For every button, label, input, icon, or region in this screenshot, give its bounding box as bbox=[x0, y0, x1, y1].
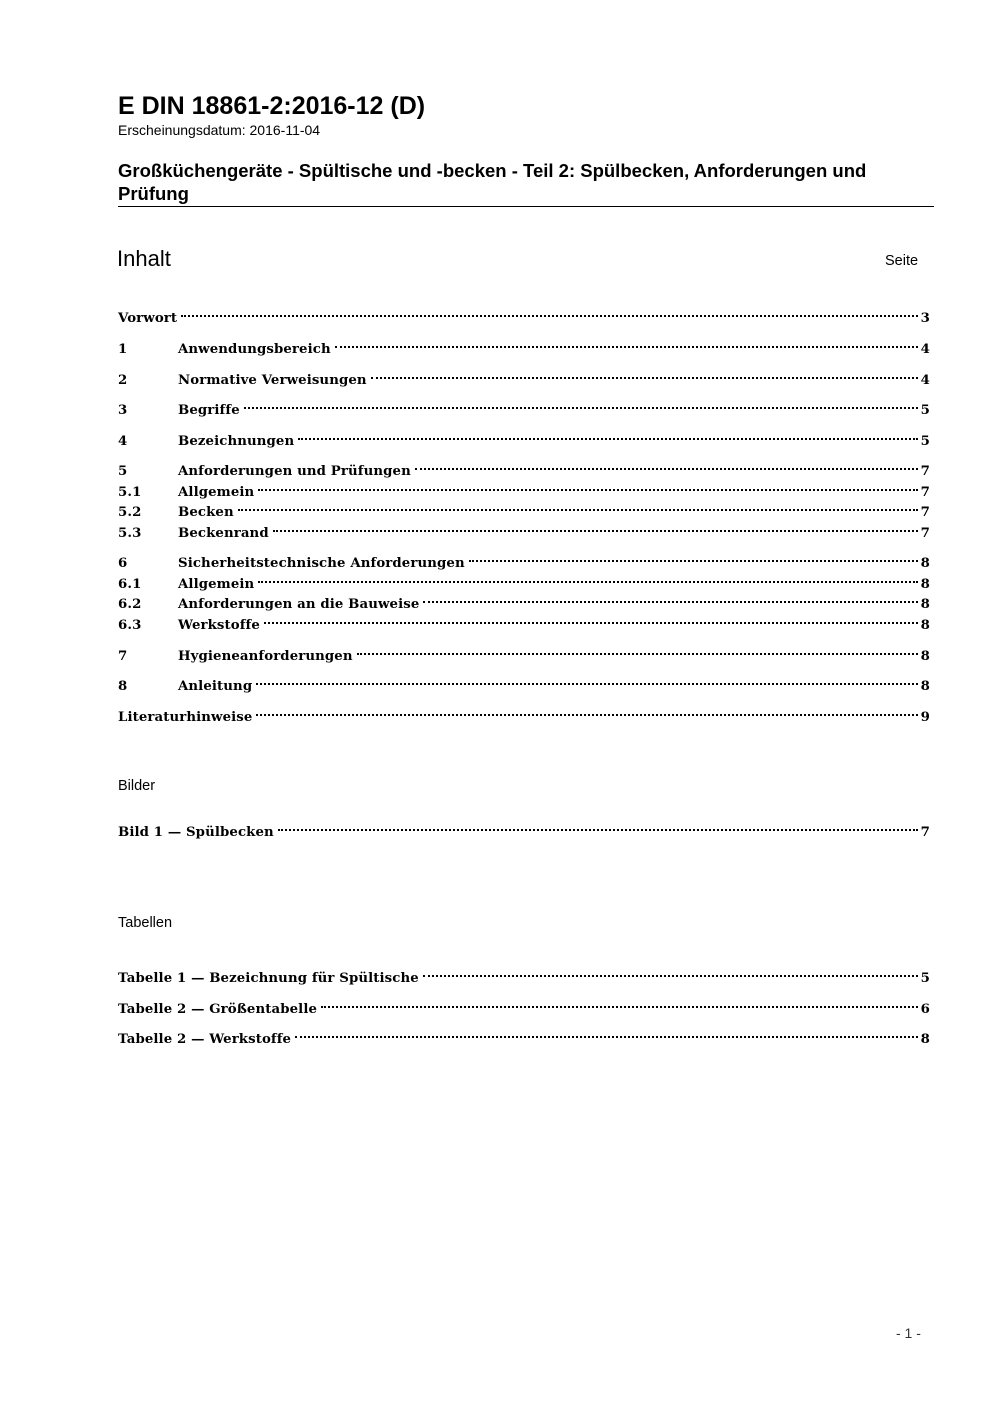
table-entry-3[interactable] bbox=[118, 1023, 930, 1047]
toc-entry-page: 7 bbox=[920, 526, 930, 541]
toc-entry-number: 8 bbox=[118, 679, 128, 694]
dot-leader bbox=[255, 476, 919, 496]
toc-entry-5[interactable] bbox=[118, 455, 930, 479]
toc-entry-page: 3 bbox=[920, 311, 930, 326]
toc-page-column-label: Seite bbox=[885, 253, 919, 269]
toc-entry-title: Hygieneanforderungen bbox=[178, 649, 353, 664]
toc-entry-number: 6 bbox=[118, 556, 128, 571]
toc-entry-page: 7 bbox=[920, 505, 930, 520]
toc-entry-page: 5 bbox=[920, 434, 930, 449]
toc-entry-number: 6.1 bbox=[118, 577, 142, 592]
toc-entry-5-3[interactable] bbox=[118, 517, 930, 541]
dot-leader bbox=[253, 701, 919, 721]
figure-entry-title: Bild 1 — Spülbecken bbox=[118, 825, 274, 840]
publication-date: Erscheinungsdatum: 2016-11-04 bbox=[118, 122, 321, 138]
toc-entry-3[interactable] bbox=[118, 394, 930, 418]
toc-entry-page: 9 bbox=[920, 710, 930, 725]
dot-leader bbox=[318, 993, 920, 1013]
toc-entry-number: 6.3 bbox=[118, 618, 142, 633]
dot-leader bbox=[235, 496, 920, 516]
toc-entry-page: 8 bbox=[920, 618, 930, 633]
table-entry-title: Tabelle 2 — Größentabelle bbox=[118, 1002, 318, 1017]
toc-heading: Inhalt bbox=[117, 246, 171, 271]
dot-leader bbox=[466, 547, 920, 567]
toc-entry-5-2[interactable] bbox=[118, 496, 930, 520]
toc-entry-2[interactable] bbox=[118, 364, 930, 388]
toc-entry-number: 5.2 bbox=[118, 505, 142, 520]
dot-leader bbox=[295, 425, 919, 445]
dot-leader bbox=[332, 333, 920, 353]
toc-entry-page: 8 bbox=[920, 577, 930, 592]
figure-entry-1[interactable] bbox=[118, 816, 930, 840]
toc-entry-title: Vorwort bbox=[118, 311, 178, 326]
dot-leader bbox=[368, 364, 920, 384]
toc-entry-title: Begriffe bbox=[178, 403, 240, 418]
toc-entry-number: 7 bbox=[118, 649, 128, 664]
toc-entry-6-1[interactable] bbox=[118, 568, 930, 592]
toc-entry-literaturhinweise[interactable] bbox=[118, 701, 930, 725]
dot-leader bbox=[275, 816, 920, 836]
toc-entry-number: 1 bbox=[118, 342, 128, 357]
toc-entry-8[interactable] bbox=[118, 670, 930, 694]
toc-entry-number: 2 bbox=[118, 373, 128, 388]
toc-entry-page: 8 bbox=[920, 649, 930, 664]
toc-entry-title: Werkstoffe bbox=[178, 618, 260, 633]
table-entry-1[interactable] bbox=[118, 962, 930, 986]
toc-entry-number: 5.3 bbox=[118, 526, 142, 541]
dot-leader bbox=[420, 962, 920, 982]
toc-entry-title: Anleitung bbox=[178, 679, 253, 694]
toc-entry-5-1[interactable] bbox=[118, 476, 930, 500]
toc-entry-page: 8 bbox=[920, 556, 930, 571]
toc-entry-page: 5 bbox=[920, 403, 930, 418]
table-entry-page: 6 bbox=[920, 1002, 930, 1017]
dot-leader bbox=[292, 1023, 920, 1043]
dot-leader bbox=[354, 640, 920, 660]
toc-entry-4[interactable] bbox=[118, 425, 930, 449]
toc-entry-title: Bezeichnungen bbox=[178, 434, 295, 449]
toc-entry-number: 6.2 bbox=[118, 597, 142, 612]
page-number: - 1 - bbox=[896, 1325, 921, 1341]
toc-entry-title: Anforderungen an die Bauweise bbox=[178, 597, 420, 612]
toc-entry-number: 3 bbox=[118, 403, 128, 418]
toc-entry-page: 7 bbox=[920, 485, 930, 500]
toc-entry-vorwort[interactable] bbox=[118, 302, 930, 326]
toc-entry-page: 4 bbox=[920, 373, 930, 388]
dot-leader bbox=[270, 517, 920, 537]
toc-entry-page: 4 bbox=[920, 342, 930, 357]
toc-entry-title: Becken bbox=[178, 505, 234, 520]
dot-leader bbox=[261, 609, 920, 629]
document-title: Großküchengeräte - Spültische und -becken - Teil 2: Spülbecken, Anforderungen und Prüfung bbox=[118, 159, 934, 207]
toc-entry-number: 4 bbox=[118, 434, 128, 449]
toc-entry-title: Beckenrand bbox=[178, 526, 269, 541]
toc-entry-7[interactable] bbox=[118, 640, 930, 664]
table-entry-title: Tabelle 2 — Werkstoffe bbox=[118, 1032, 292, 1047]
figure-entry-page: 7 bbox=[920, 825, 930, 840]
table-entry-page: 5 bbox=[920, 971, 930, 986]
dot-leader bbox=[255, 568, 919, 588]
table-entry-title: Tabelle 1 — Bezeichnung für Spültische bbox=[118, 971, 419, 986]
toc-entry-title: Allgemein bbox=[178, 485, 255, 500]
dot-leader bbox=[178, 302, 920, 322]
table-entry-2[interactable] bbox=[118, 993, 930, 1017]
toc-entry-title: Anforderungen und Prüfungen bbox=[178, 464, 411, 479]
dot-leader bbox=[420, 588, 919, 608]
document-id: E DIN 18861-2:2016-12 (D) bbox=[118, 92, 426, 120]
toc-entry-6[interactable] bbox=[118, 547, 930, 571]
toc-entry-6-2[interactable] bbox=[118, 588, 930, 612]
toc-entry-number: 5 bbox=[118, 464, 128, 479]
toc-entry-page: 8 bbox=[920, 597, 930, 612]
toc-entry-page: 7 bbox=[920, 464, 930, 479]
toc-entry-title: Normative Verweisungen bbox=[178, 373, 367, 388]
toc-entry-1[interactable] bbox=[118, 333, 930, 357]
dot-leader bbox=[253, 670, 919, 690]
dot-leader bbox=[241, 394, 920, 414]
toc-entry-title: Sicherheitstechnische Anforderungen bbox=[178, 556, 465, 571]
toc-entry-title: Anwendungsbereich bbox=[178, 342, 331, 357]
toc-entry-page: 8 bbox=[920, 679, 930, 694]
toc-entry-title: Literaturhinweise bbox=[118, 710, 253, 725]
figures-heading: Bilder bbox=[118, 778, 156, 794]
toc-entry-number: 5.1 bbox=[118, 485, 142, 500]
toc-entry-title: Allgemein bbox=[178, 577, 255, 592]
tables-heading: Tabellen bbox=[118, 915, 173, 931]
table-entry-page: 8 bbox=[920, 1032, 930, 1047]
toc-entry-6-3[interactable] bbox=[118, 609, 930, 633]
dot-leader bbox=[412, 455, 920, 475]
